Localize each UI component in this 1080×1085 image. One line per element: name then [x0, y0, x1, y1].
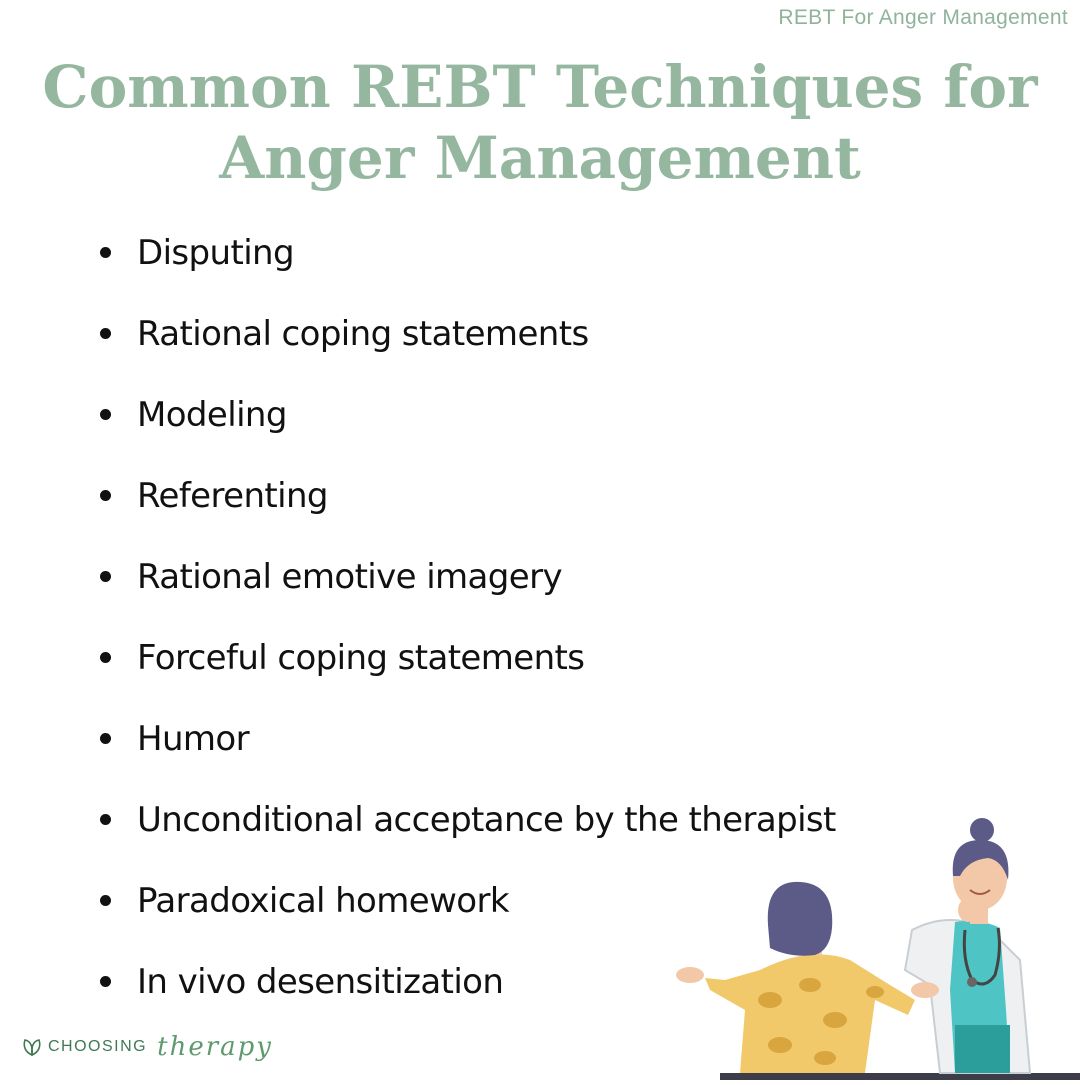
- list-item: [100, 212, 836, 293]
- bullet-icon: [100, 490, 111, 501]
- bullet-icon: [100, 733, 111, 744]
- list-item: [100, 455, 836, 536]
- bullet-icon: [100, 409, 111, 420]
- title-line-1: Common REBT Techniques for: [42, 53, 1038, 121]
- list-item: [100, 293, 836, 374]
- list-item-label: Unconditional acceptance by the therapist: [137, 799, 836, 840]
- list-item: [100, 617, 836, 698]
- list-item-label: Modeling: [137, 394, 287, 435]
- list-item-label: Forceful coping statements: [137, 637, 585, 678]
- page-title: [0, 52, 1080, 194]
- list-item-label: Referenting: [137, 475, 328, 516]
- brand-logo: [22, 1032, 273, 1062]
- list-item-label: Humor: [137, 718, 250, 759]
- brand-word-therapy: therapy: [157, 1032, 273, 1062]
- title-line-2: Anger Management: [219, 124, 861, 192]
- bullet-icon: [100, 652, 111, 663]
- bullet-icon: [100, 814, 111, 825]
- list-item: [100, 698, 836, 779]
- therapist-and-client-illustration: [650, 810, 1080, 1085]
- brand-word-choosing: CHOOSING: [48, 1038, 148, 1055]
- bullet-icon: [100, 976, 111, 987]
- bullet-icon: [100, 247, 111, 258]
- list-item: [100, 374, 836, 455]
- corner-label: REBT For Anger Management: [778, 6, 1068, 29]
- bullet-icon: [100, 328, 111, 339]
- list-item-label: Disputing: [137, 232, 294, 273]
- bullet-icon: [100, 895, 111, 906]
- list-item-label: Paradoxical homework: [137, 880, 509, 921]
- leaf-icon: [22, 1038, 42, 1056]
- bullet-icon: [100, 571, 111, 582]
- list-item-label: In vivo desensitization: [137, 961, 504, 1002]
- list-item-label: Rational coping statements: [137, 313, 589, 354]
- list-item-label: Rational emotive imagery: [137, 556, 562, 597]
- list-item: [100, 536, 836, 617]
